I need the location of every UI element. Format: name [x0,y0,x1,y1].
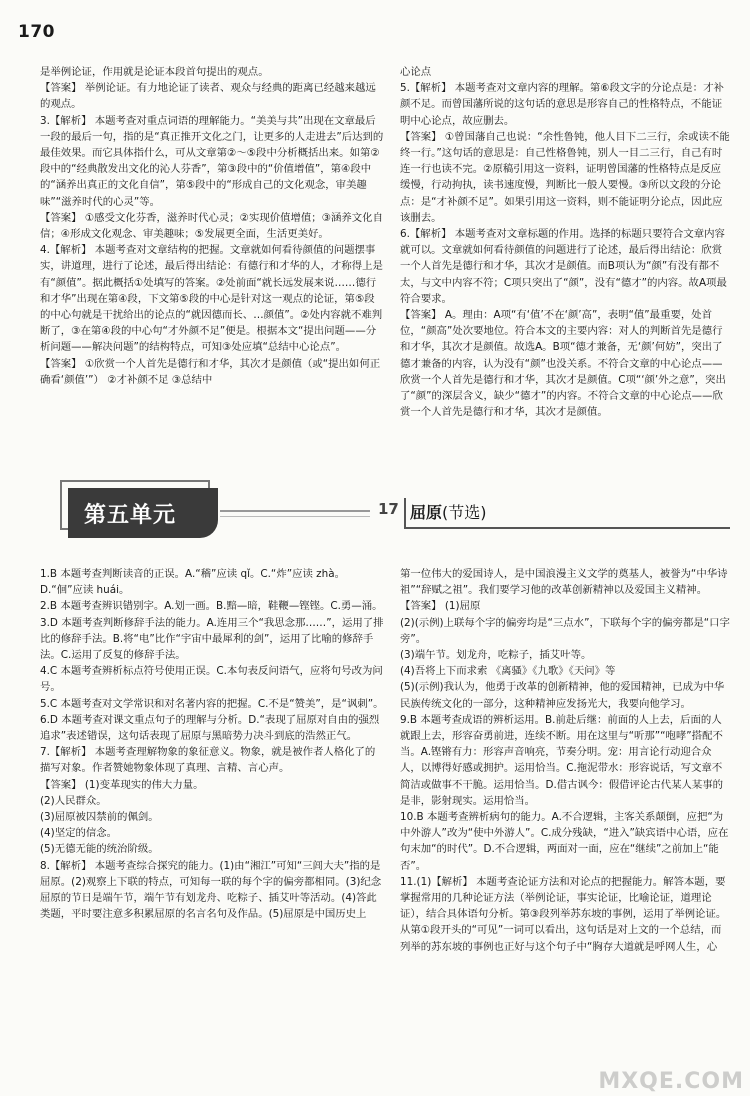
divider [404,527,730,529]
top-right-column [400,64,730,420]
paragraph: (2)(示例)上联每个字的偏旁均是“三点水”，下联每个字的偏旁都是“口字旁”。 [400,616,730,645]
paragraph: 1.B 本题考查判断读音的正误。A.“稽”应读 qǐ。C.“炸”应读 zhà。D.“佪”应读 huái。 [40,568,345,597]
paragraph: (5)(示例)我认为，他勇于改革的创新精神，他的爱国精神，已成为中华民族传统文化的一部分，这种精神应发扬光大，我要向他学习。 [400,681,725,710]
unit-title: 第五单元 [84,503,177,528]
paragraph: 5.C 本题考查对文学常识和对名著内容的把握。C.不是“赞美”，是“讽刺”。 [40,697,384,710]
paragraph: (3)端午节。划龙舟，吃粽子，插艾叶等。 [400,649,592,662]
paragraph: 4.【解析】 本题考查对文章结构的把握。文章就如何看待颜值的问题摆事实，讲道理，进行了论述，最后得出结论：有德行和才华的人，才称得上是有“颜值”。据此概括①处填写的答案。②处前面“就长远发展来说……德行和才华”出现在第④段，下文第⑤段的中心是针对这一观点的论证，第⑤段的中心句就是干扰给出的论点的“就因德而长、…颜值”。②处内容就不难判断了，③在第④段的中心句“才外颜不足”便是。根据本文“提出问题——分析问题——解决问题”的结构特点，可知③处应填“总结中心论点”。 [40,244,383,354]
top-left-column [40,64,384,388]
paragraph: 5.【解析】 本题考查对文章内容的理解。第⑥段文字的分论点是：才补颜不足。而曾国藩所说的这句话的意思是形容自己的性格特点，不能证明中心论点，故应删去。 [400,82,724,127]
paragraph: 是举例论证，作用就是论证本段首句提出的观点。 [40,66,269,78]
paragraph: 6.D 本题考查对课文重点句子的理解与分析。D.“表现了屈原对自由的强烈追求”表述错误，这句话表现了屈原与黑暗势力决斗到底的浩然正气。 [40,713,380,743]
paragraph: 10.B 本题考查辨析病句的能力。A.不合逻辑，主客关系颠倒，应把“为中外游人”改为“使中外游人”。C.成分残缺，“进入”缺宾语中心语，应在句末加“的时代”。D.不合逻辑，两面对一面，应在“继续”之前加上“能否”。 [400,811,729,872]
paragraph: 6.【解析】 本题考查对文章标题的作用。选择的标题只要符合文章内容就可以。文章就如何看待颜值的问题进行了论述，最后得出结论：欣赏一个人首先是德行和才华，其次才是颜值。而B项认为“颜”有没有都不太，与文中内容不符；C项只突出了“颜”，没有“德才”的内容。故A项最符合要求。 [400,228,727,305]
paragraph: 【答案】 A。理由：A项“有‘值’不在‘颜’高”，表明“值”最重要，处首位，“颜高”处次要地位。符合本文的主要内容：对人的判断首先是德行和才华，其次才是颜值。故选A。B项“德才兼备，无‘颜’何妨”，突出了德才兼备的内容，认为没有“颜”也没关系。不符合文章的中心论点——欣赏一个人首先是德行和才华，其次才是颜值。C项“‘颜’外之意”，突出了“颜”的深层含义，缺少“德才”的内容。不符合文章的中心论点——欣赏一个人首先是德行和才华，其次才是颜值。 [400,309,726,419]
paragraph: 【答案】 (1)变革现实的伟大力量。 [40,778,204,791]
page-number: 170 [18,22,55,42]
unit-banner [68,488,218,538]
paragraph: 【答案】 ①曾国藩自己也说：“余性鲁钝，他人目下二三行，余或读不能终一行。”这句话的意思是：自己性格鲁钝，别人一目二三行，自己有时连一行也读不完。②原稿引用这一资料，证明曾国藩的性格特点是反应缓慢，行动拘执，读书速度慢，判断比一般人要慢。③所以文段的分论点：是“才补颜不足”。如果引用这一资料，则不能证明分论点，因此应该删去。 [400,130,730,224]
watermark: MXQE.COM [598,1069,744,1094]
divider [404,498,406,528]
paragraph: 【答案】 ①感受文化芬香，滋养时代心灵；②实现价值增值；③涵养文化自信；④形成文化观念、审美趣味；⑤发展更全面，生活更美好。 [40,211,383,241]
paragraph: 2.B 本题考查辨识错别字。A.划一画。B.黯—暗，鞋鞭—铿铿。C.勇—涌。 [40,600,383,613]
paragraph: 4.C 本题考查辨析标点符号使用正误。C.本句表反问语气，应将句号改为问号。 [40,665,383,694]
paragraph: 【答案】 (1)屈原 [400,600,481,613]
bottom-left-column [40,566,384,922]
paragraph: (3)屈原被囚禁前的佩剑。 [40,811,159,824]
paragraph: 【答案】 ①欣赏一个人首先是德行和才华，其次才是颜值（或“提出如何正确看‘颜值’”） ②才补颜不足 ③总结中 [40,357,381,386]
paragraph: (4)吾将上下而求索 《离骚》《九歌》《天问》等 [400,665,616,678]
paragraph: (5)无德无能的统治阶级。 [40,843,159,856]
paragraph: 7.【解析】 本题考查理解物象的象征意义。物象，就是被作者人格化了的描写对象。作者赞她物象体现了真理、言精、言心声。 [40,746,376,775]
paragraph: 9.B 本题考查成语的辨析运用。B.前赴后继：前面的人上去，后面的人就跟上去，形容奋勇前进，连续不断。用在这里与“听那”“咆哮”搭配不当。A.铿锵有力：形容声音响亮，节奏分明。宠：用言论行动迎合众人，以博得好感或拥护。运用恰当。C.拖泥带水：形容说话，写文章不简洁或做事不干脆。运用恰当。D.借古讽今：假借评论古代某人某事的是非，影射现实。运用恰当。 [400,713,724,807]
lesson-title [410,500,487,523]
paragraph: 第一位伟大的爱国诗人，是中国浪漫主义文学的奠基人，被誉为“中华诗祖”“辞赋之祖”。我们要学习他的改革创新精神以及爱国主义精神。 [400,568,728,597]
paragraph: (4)坚定的信念。 [40,827,118,840]
divider [220,516,370,517]
divider [220,510,370,512]
paragraph: 3.【解析】 本题考查对重点词语的理解能力。“美美与共”出现在文章最后一段的最后一句，指的是“真正推开文化之门，让更多的人走进去”后达到的最佳效果。而它具体指什么，可从文章第②～⑤段中分析概括出来。如第②段中的“经典散发出文化的沁人芬香”，第③段中的“价值增值”，第④段中的“涵养出真正的文化自信”，第⑤段中的“形成自己的文化观念，审美趣味”“滋养时代的心灵”等。 [40,114,384,208]
paragraph: 11.(1)【解析】 本题考查论证方法和对论点的把握能力。解答本题，要掌握常用的几种论证方法（举例论证，事实论证，比喻论证，道理论证），结合具体语句分析。第③段列举苏东坡的事例，运用了举例论证。从第①段开头的“可见”一词可以看出，这句话是对上文的一个总结，而列举的苏东坡的事例也正好与这个句子中“胸存大道就是呼网人生，心 [400,875,727,953]
bottom-right-column [400,566,730,955]
lesson-title-subtitle: (节选) [442,503,487,522]
lesson-title-main: 屈原 [410,503,443,522]
lesson-number: 17 [378,500,399,518]
paragraph: (2)人民群众。 [40,794,107,807]
paragraph: 【答案】 举例论证。有力地论证了读者、观众与经典的距离已经越来越远的观点。 [40,82,376,111]
paragraph: 8.【解析】 本题考查综合探究的能力。(1)由“湘江”可知“三闾大夫”指的是屈原。(2)观察上下联的特点，可知每一联的每个字的偏旁都相同。(3)纪念屈原的节日是端午节，端午节有划龙舟、吃粽子、插艾叶等活动。(4)答此类题，平时要注意多积累屈原的名言名句及作品。(5)屈原是中国历史上 [40,859,382,921]
paragraph: 3.D 本题考查判断修辞手法的能力。A.连用三个“我思念那……”，运用了排比的修辞手法。B.将“电”比作“宇宙中最犀利的剑”，运用了比喻的修辞手法。C.运用了反复的修辞手法。 [40,616,384,662]
paragraph: 心论点 [400,66,432,78]
